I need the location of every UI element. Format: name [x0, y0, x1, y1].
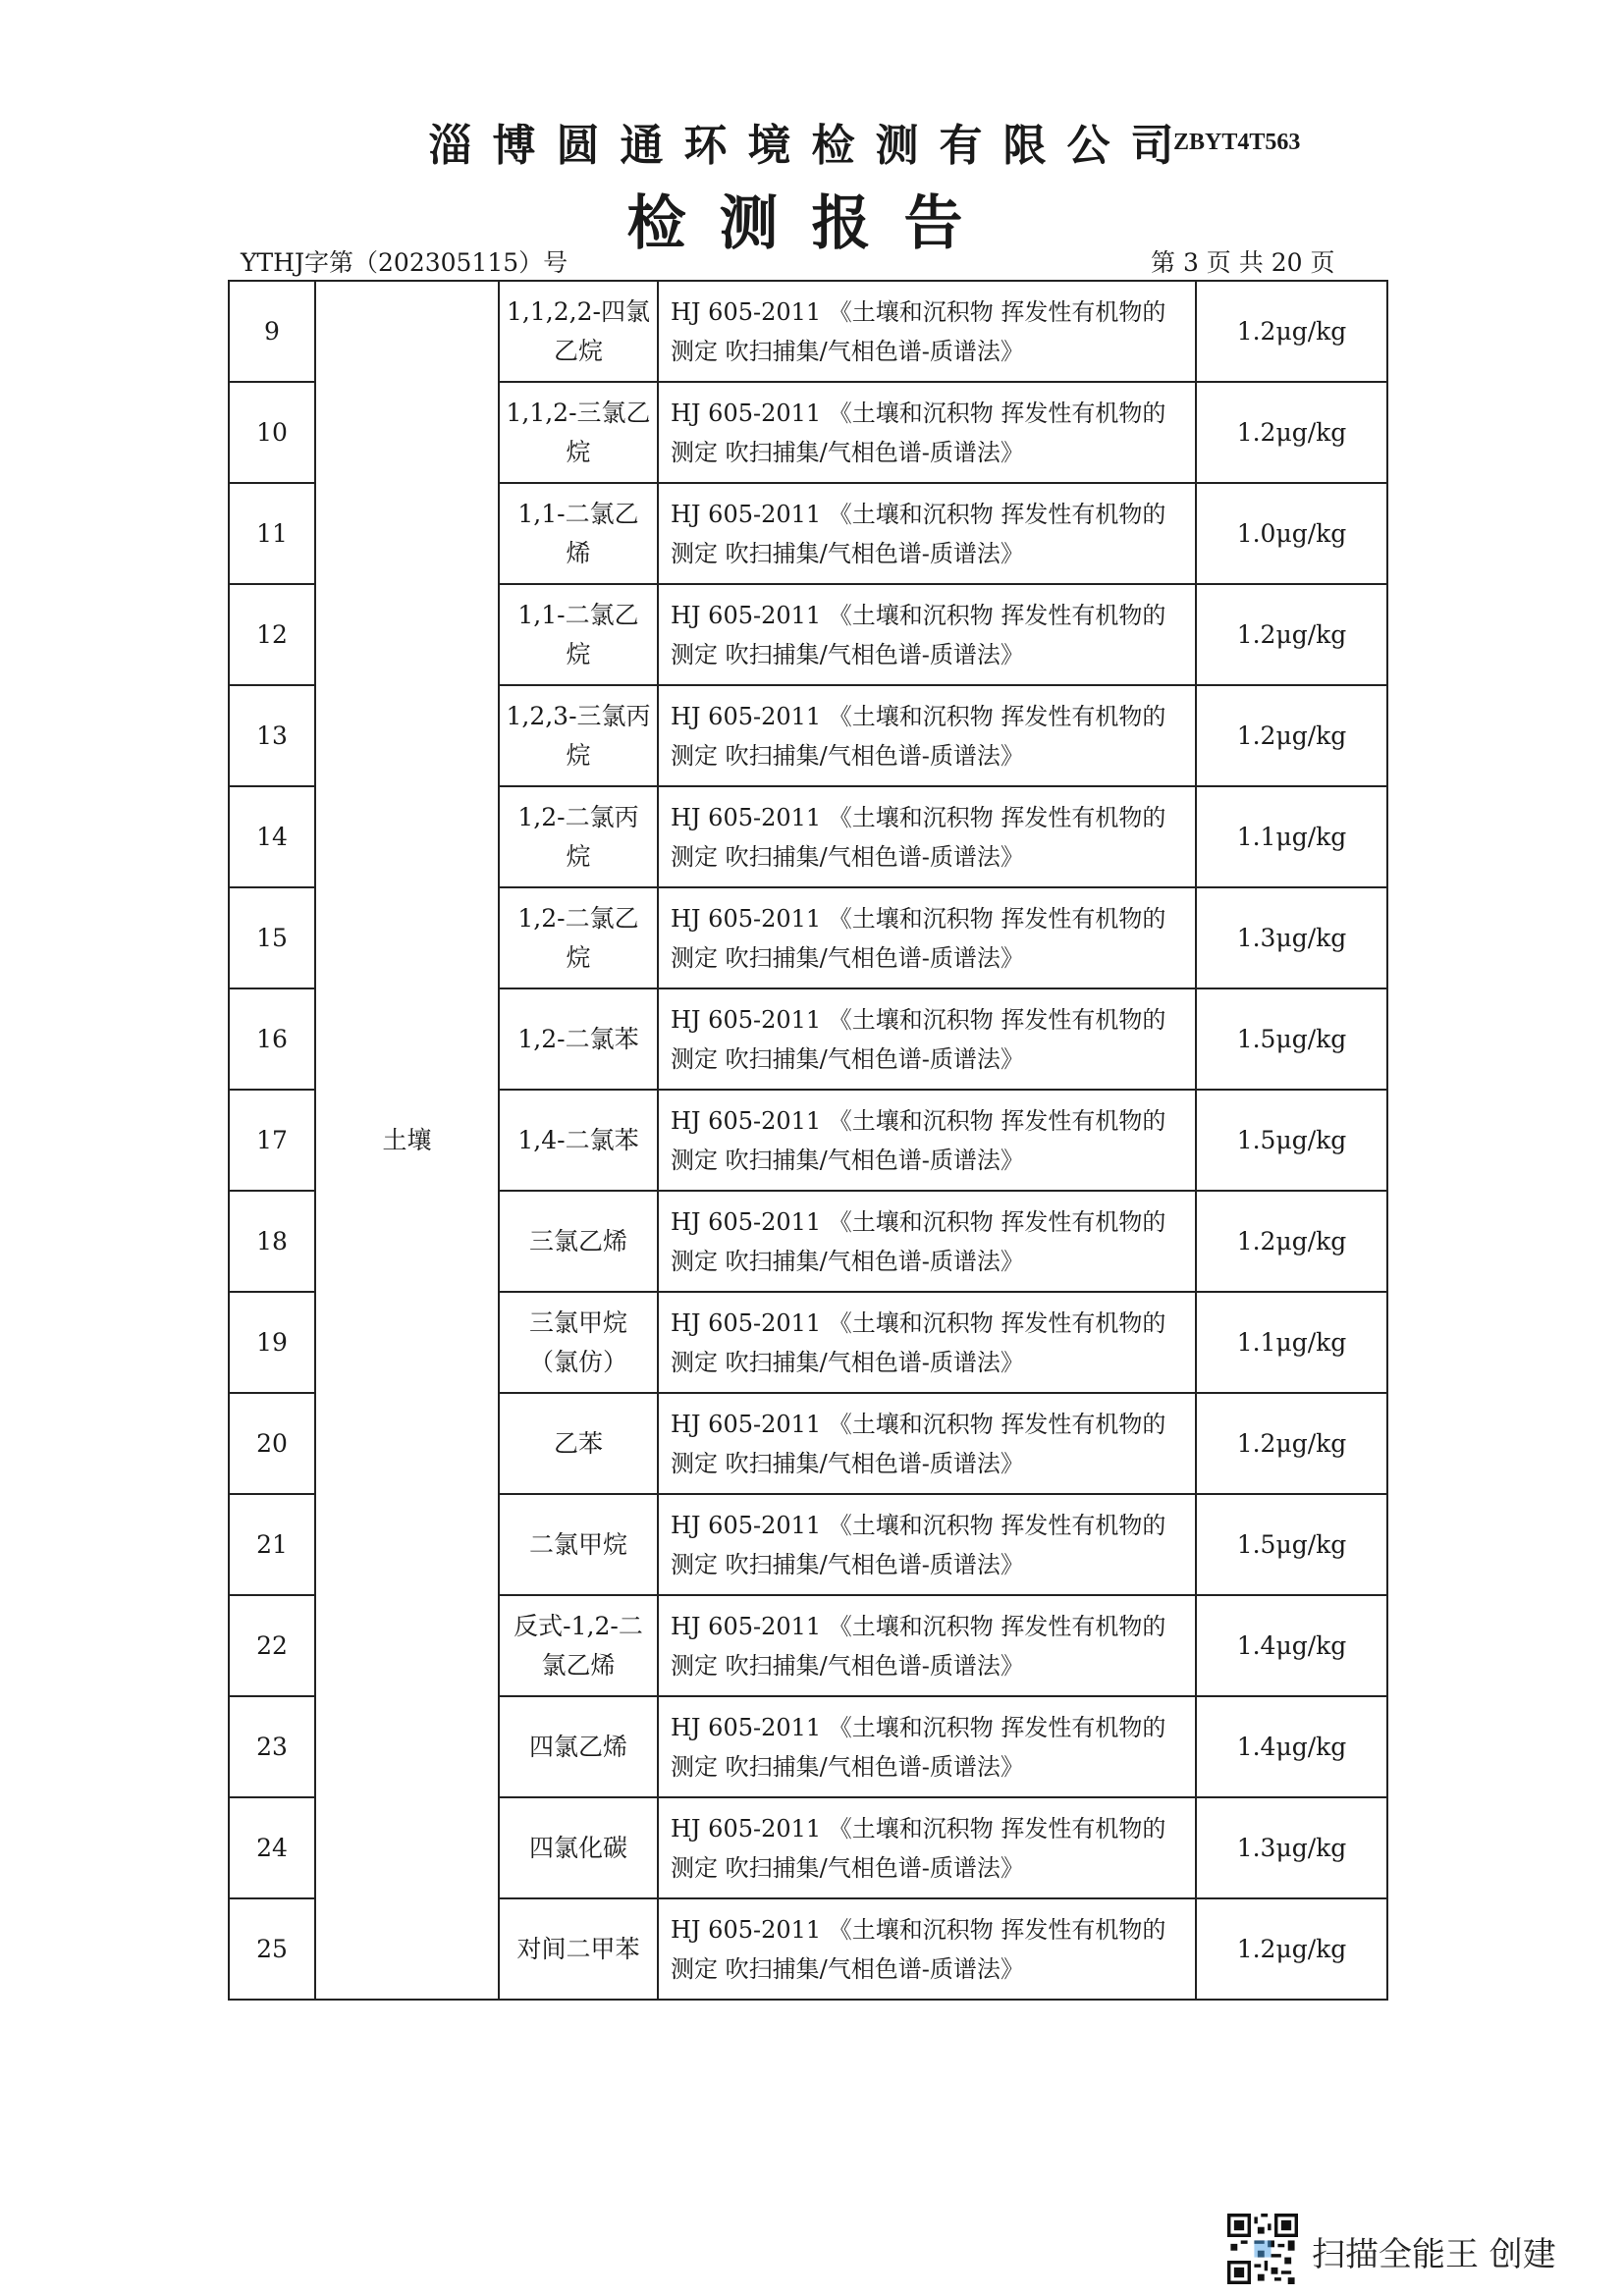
test-method: HJ 605-2011 《土壤和沉积物 挥发性有机物的测定 吹扫捕集/气相色谱-质谱法》	[658, 887, 1196, 988]
test-method: HJ 605-2011 《土壤和沉积物 挥发性有机物的测定 吹扫捕集/气相色谱-质谱法》	[658, 281, 1196, 382]
test-method: HJ 605-2011 《土壤和沉积物 挥发性有机物的测定 吹扫捕集/气相色谱-质谱法》	[658, 1696, 1196, 1797]
test-item: 1,2-二氯丙烷	[499, 786, 658, 887]
results-table	[228, 280, 1388, 2001]
test-item: 1,1-二氯乙烯	[499, 483, 658, 584]
test-method: HJ 605-2011 《土壤和沉积物 挥发性有机物的测定 吹扫捕集/气相色谱-质谱法》	[658, 1393, 1196, 1494]
test-method: HJ 605-2011 《土壤和沉积物 挥发性有机物的测定 吹扫捕集/气相色谱-质谱法》	[658, 483, 1196, 584]
test-item: 1,2-二氯乙烷	[499, 887, 658, 988]
test-item: 对间二甲苯	[499, 1898, 658, 2000]
detection-limit: 1.3μg/kg	[1196, 887, 1387, 988]
test-method: HJ 605-2011 《土壤和沉积物 挥发性有机物的测定 吹扫捕集/气相色谱-质谱法》	[658, 1898, 1196, 2000]
test-method: HJ 605-2011 《土壤和沉积物 挥发性有机物的测定 吹扫捕集/气相色谱-质谱法》	[658, 382, 1196, 483]
detection-limit: 1.5μg/kg	[1196, 988, 1387, 1090]
test-item: 二氯甲烷	[499, 1494, 658, 1595]
row-number: 10	[229, 382, 315, 483]
detection-limit: 1.1μg/kg	[1196, 786, 1387, 887]
row-number: 18	[229, 1191, 315, 1292]
row-number: 9	[229, 281, 315, 382]
row-number: 20	[229, 1393, 315, 1494]
qr-code-icon	[1227, 2214, 1298, 2284]
scanner-label: 扫描全能王 创建	[1312, 2235, 1556, 2274]
row-number: 14	[229, 786, 315, 887]
row-number: 11	[229, 483, 315, 584]
detection-limit: 1.2μg/kg	[1196, 281, 1387, 382]
company-name: 淄博圆通环境检测有限公司	[428, 121, 1195, 171]
row-number: 23	[229, 1696, 315, 1797]
test-item: 四氯乙烯	[499, 1696, 658, 1797]
test-item: 1,1,2-三氯乙烷	[499, 382, 658, 483]
test-item: 三氯乙烯	[499, 1191, 658, 1292]
row-number: 19	[229, 1292, 315, 1393]
report-title: 检测报告	[626, 189, 997, 258]
test-method: HJ 605-2011 《土壤和沉积物 挥发性有机物的测定 吹扫捕集/气相色谱-质谱法》	[658, 584, 1196, 685]
detection-limit: 1.2μg/kg	[1196, 1191, 1387, 1292]
test-method: HJ 605-2011 《土壤和沉积物 挥发性有机物的测定 吹扫捕集/气相色谱-质谱法》	[658, 988, 1196, 1090]
detection-limit: 1.4μg/kg	[1196, 1595, 1387, 1696]
detection-limit: 1.2μg/kg	[1196, 685, 1387, 786]
row-number: 15	[229, 887, 315, 988]
page-info: 第 3 页 共 20 页	[1151, 248, 1335, 277]
test-item: 乙苯	[499, 1393, 658, 1494]
test-method: HJ 605-2011 《土壤和沉积物 挥发性有机物的测定 吹扫捕集/气相色谱-质谱法》	[658, 1292, 1196, 1393]
detection-limit: 1.5μg/kg	[1196, 1090, 1387, 1191]
test-method: HJ 605-2011 《土壤和沉积物 挥发性有机物的测定 吹扫捕集/气相色谱-质谱法》	[658, 1494, 1196, 1595]
test-method: HJ 605-2011 《土壤和沉积物 挥发性有机物的测定 吹扫捕集/气相色谱-质谱法》	[658, 1191, 1196, 1292]
detection-limit: 1.2μg/kg	[1196, 1393, 1387, 1494]
detection-limit: 1.2μg/kg	[1196, 1898, 1387, 2000]
row-number: 25	[229, 1898, 315, 2000]
detection-limit: 1.5μg/kg	[1196, 1494, 1387, 1595]
test-item: 1,1-二氯乙烷	[499, 584, 658, 685]
test-item: 三氯甲烷（氯仿）	[499, 1292, 658, 1393]
test-method: HJ 605-2011 《土壤和沉积物 挥发性有机物的测定 吹扫捕集/气相色谱-质谱法》	[658, 1595, 1196, 1696]
test-item: 四氯化碳	[499, 1797, 658, 1898]
row-number: 17	[229, 1090, 315, 1191]
detection-limit: 1.4μg/kg	[1196, 1696, 1387, 1797]
sample-category: 土壤	[315, 281, 499, 2000]
test-method: HJ 605-2011 《土壤和沉积物 挥发性有机物的测定 吹扫捕集/气相色谱-质谱法》	[658, 1090, 1196, 1191]
test-method: HJ 605-2011 《土壤和沉积物 挥发性有机物的测定 吹扫捕集/气相色谱-质谱法》	[658, 1797, 1196, 1898]
test-item: 1,4-二氯苯	[499, 1090, 658, 1191]
row-number: 12	[229, 584, 315, 685]
test-method: HJ 605-2011 《土壤和沉积物 挥发性有机物的测定 吹扫捕集/气相色谱-质谱法》	[658, 685, 1196, 786]
test-item: 1,2-二氯苯	[499, 988, 658, 1090]
table-row	[229, 281, 1387, 382]
detection-limit: 1.1μg/kg	[1196, 1292, 1387, 1393]
detection-limit: 1.2μg/kg	[1196, 382, 1387, 483]
row-number: 21	[229, 1494, 315, 1595]
report-number: YTHJ字第（202305115）号	[241, 248, 568, 277]
test-item: 1,1,2,2-四氯乙烷	[499, 281, 658, 382]
row-number: 22	[229, 1595, 315, 1696]
row-number: 13	[229, 685, 315, 786]
row-number: 16	[229, 988, 315, 1090]
detection-limit: 1.0μg/kg	[1196, 483, 1387, 584]
row-number: 24	[229, 1797, 315, 1898]
test-item: 1,2,3-三氯丙烷	[499, 685, 658, 786]
test-method: HJ 605-2011 《土壤和沉积物 挥发性有机物的测定 吹扫捕集/气相色谱-质谱法》	[658, 786, 1196, 887]
detection-limit: 1.2μg/kg	[1196, 584, 1387, 685]
test-item: 反式-1,2-二氯乙烯	[499, 1595, 658, 1696]
company-code: ZBYT4T563	[1173, 130, 1301, 155]
scanner-watermark	[1227, 2214, 1600, 2272]
detection-limit: 1.3μg/kg	[1196, 1797, 1387, 1898]
